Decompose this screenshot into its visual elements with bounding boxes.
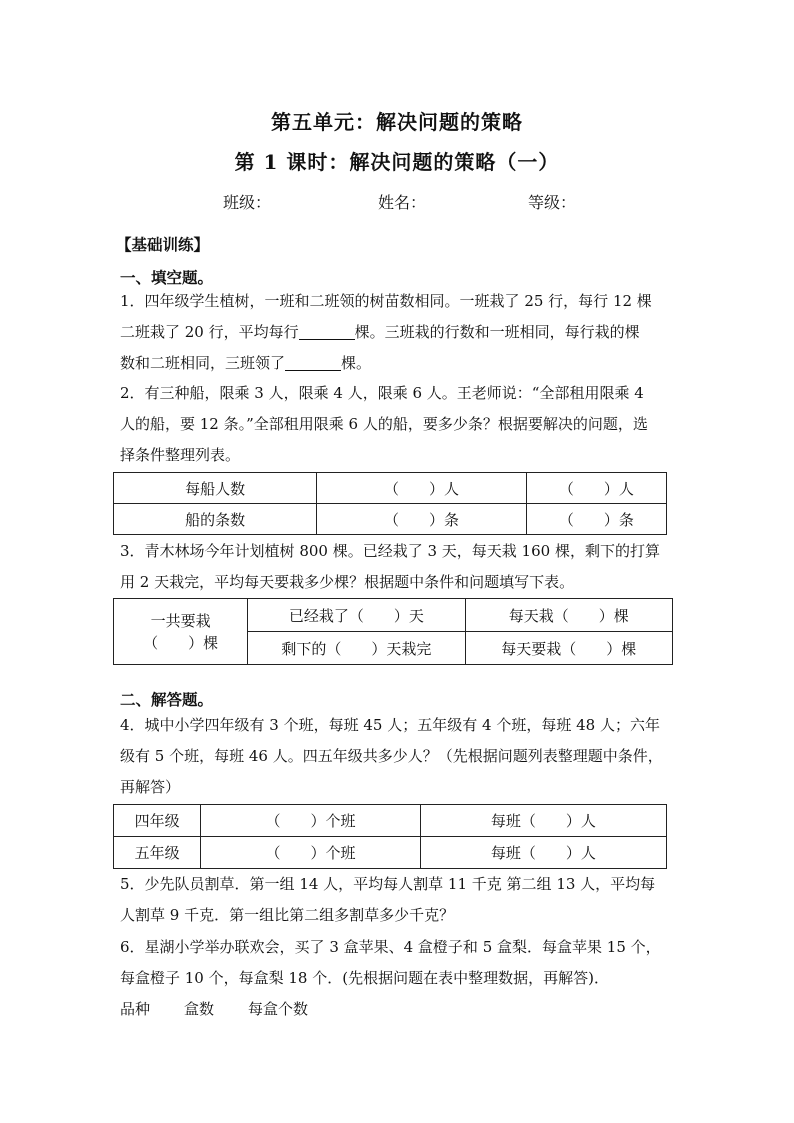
- total-value: （ ）棵: [143, 633, 219, 652]
- table-row: [114, 473, 667, 504]
- q1-line-2-text-a: 二班栽了 20 行，平均每行: [120, 323, 299, 341]
- q1-answer-blank-2[interactable]: [285, 354, 341, 371]
- q2-line-2: 人的船，要 12 条。”全部租用限乘 6 人的船，要多少条？根据要解决的问题，选: [120, 415, 648, 433]
- table-cell[interactable]: （ ）条: [317, 504, 527, 535]
- table-cell[interactable]: （ ）个班: [201, 837, 420, 869]
- q5-line-2: 人割草 9 千克．第一组比第二组多割草多少千克？: [120, 906, 455, 924]
- q2-table: [113, 472, 667, 535]
- q2-line-1: 2．有三种船，限乘 3 人，限乘 4 人，限乘 6 人。王老师说：“全部租用限乘 4: [120, 384, 644, 402]
- class-label: 班级：: [223, 193, 272, 212]
- table-cell[interactable]: 每天栽（ ）棵: [465, 599, 672, 632]
- q6-header-variety: 品种: [120, 1000, 151, 1018]
- table-cell: 五年级: [114, 837, 201, 869]
- table-cell[interactable]: （ ）人: [317, 473, 527, 504]
- q5-line-1: 5．少先队员割草．第一组 14 人，平均每人割草 11 千克 第二组 13 人，平均每: [120, 875, 656, 893]
- table-cell[interactable]: 每天要栽（ ）棵: [465, 632, 672, 665]
- section-basic-training: 【基础训练】: [116, 235, 210, 254]
- table-cell[interactable]: 已经栽了（ ）天: [248, 599, 465, 632]
- table-row: [114, 837, 667, 869]
- q6-header-boxes: 盒数: [184, 1000, 215, 1018]
- table-row: [114, 504, 667, 535]
- table-row: [114, 805, 667, 837]
- section-answer: 二、解答题。: [120, 690, 214, 709]
- name-label: 姓名：: [378, 193, 427, 212]
- q4-line-2: 级有 5 个班，每班 46 人。四五年级共多少人？（先根据问题列表整理题中条件，: [120, 747, 663, 765]
- table-cell: 船的条数: [114, 504, 317, 535]
- q3-table: [113, 598, 673, 665]
- table-cell[interactable]: （ ）人: [526, 473, 666, 504]
- q6-line-1: 6．星湖小学举办联欢会，买了 3 盒苹果、4 盒橙子和 5 盒梨．每盒苹果 15 个，: [120, 938, 661, 956]
- q1-line-3: [120, 353, 680, 373]
- q1-line-3-text-b: 棵。: [341, 354, 372, 372]
- q1-line-2: [120, 322, 680, 342]
- q3-line-2: 用 2 天栽完，平均每天要栽多少棵？根据题中条件和问题填写下表。: [120, 573, 575, 591]
- q1-answer-blank-1[interactable]: [299, 323, 355, 340]
- q1-line-2-text-b: 棵。三班栽的行数和一班相同，每行栽的棵: [354, 323, 640, 341]
- unit-title: 第五单元：解决问题的策略: [271, 110, 523, 134]
- section-fill-blank: 一、填空题。: [120, 268, 214, 287]
- grade-label: 等级：: [528, 193, 577, 212]
- q4-line-1: 4．城中小学四年级有 3 个班，每班 45 人；五年级有 4 个班，每班 48 人；六年: [120, 716, 660, 734]
- total-label: 一共要栽: [150, 611, 211, 630]
- table-cell[interactable]: 每班（ ）人: [420, 805, 666, 837]
- table-row: [114, 599, 673, 632]
- q6-header-per-box: 每盒个数: [248, 1000, 309, 1018]
- q3-line-1: 3．青木林场今年计划植树 800 棵。已经栽了 3 天，每天栽 160 棵，剩下的打算: [120, 542, 660, 560]
- table-cell[interactable]: （ ）个班: [201, 805, 420, 837]
- q4-line-3: 再解答）: [120, 778, 181, 796]
- q6-line-2: 每盒橙子 10 个，每盒梨 18 个．(先根据问题在表中整理数据，再解答)．: [120, 969, 609, 987]
- table-cell[interactable]: 剩下的（ ）天栽完: [248, 632, 465, 665]
- q1-line-3-text-a: 数和二班相同，三班领了: [120, 354, 286, 372]
- lesson-title: 第 1 课时：解决问题的策略（一）: [234, 150, 560, 174]
- q2-line-3: 择条件整理列表。: [120, 446, 241, 464]
- table-cell-total[interactable]: [114, 599, 248, 665]
- table-cell[interactable]: 每班（ ）人: [420, 837, 666, 869]
- q1-line-1: 1．四年级学生植树，一班和二班领的树苗数相同。一班栽了 25 行，每行 12 棵: [120, 292, 652, 310]
- table-cell: 四年级: [114, 805, 201, 837]
- table-cell: 每船人数: [114, 473, 317, 504]
- table-cell[interactable]: （ ）条: [526, 504, 666, 535]
- q4-table: [113, 804, 667, 869]
